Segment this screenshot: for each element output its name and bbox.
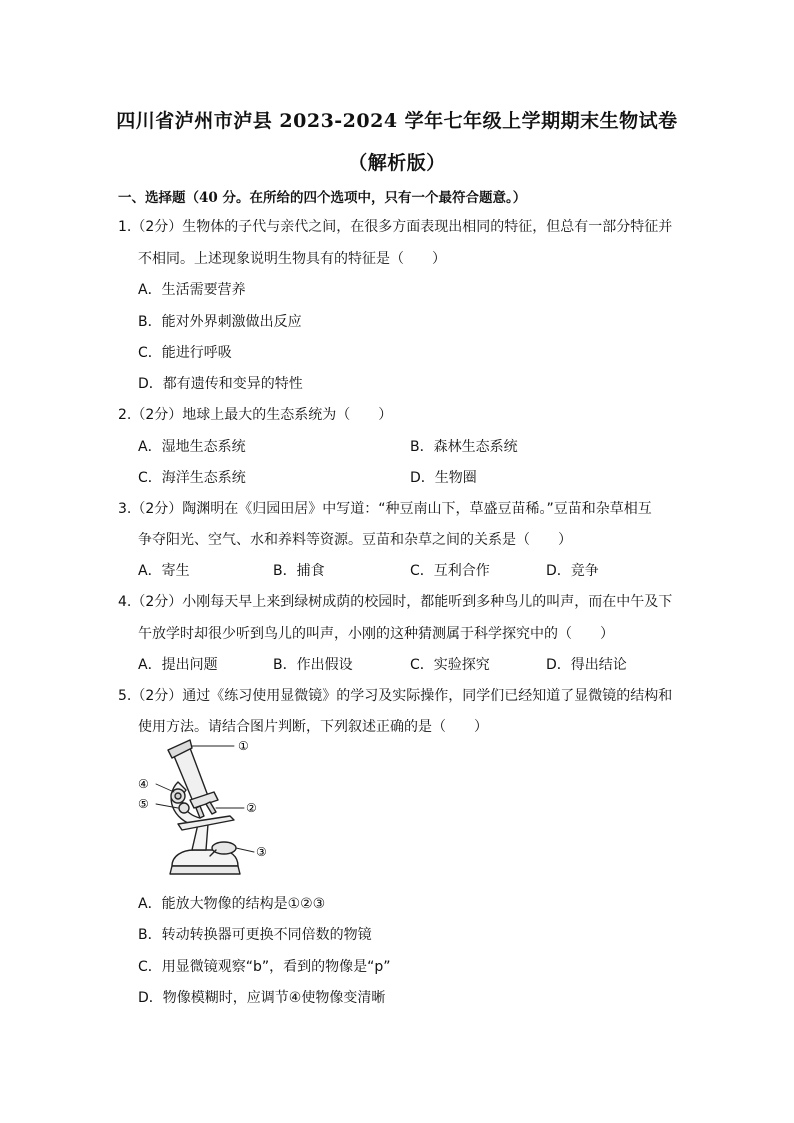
figure-label-1: ① <box>238 739 249 753</box>
question-2-option-a[interactable]: A．湿地生态系统 <box>138 439 246 455</box>
question-1-option-c[interactable]: C．能进行呼吸 <box>138 345 232 361</box>
figure-label-2: ② <box>246 801 257 815</box>
question-3-option-c[interactable]: C．互利合作 <box>410 563 490 579</box>
page-subtitle: （解析版） <box>348 152 446 174</box>
question-1-option-a[interactable]: A．生活需要营养 <box>138 282 246 298</box>
question-2-option-d[interactable]: D．生物圈 <box>410 470 477 486</box>
microscope-figure <box>134 738 284 888</box>
page-title: 四川省泸州市泸县 2023-2024 学年七年级上学期期末生物试卷 <box>116 110 678 132</box>
figure-label-5: ⑤ <box>138 797 149 811</box>
question-3-stem: 3.（2分）陶渊明在《归园田居》中写道：“种豆南山下，草盛豆苗稀。”豆苗和杂草相互 <box>118 501 652 517</box>
question-1-option-d[interactable]: D．都有遗传和变异的特性 <box>138 376 303 392</box>
section-heading: 一、选择题（40 分。在所给的四个选项中，只有一个最符合题意。） <box>118 190 527 206</box>
question-5-stem-cont: 使用方法。请结合图片判断，下列叙述正确的是（ ） <box>138 719 488 735</box>
question-1-stem: 1.（2分）生物体的子代与亲代之间，在很多方面表现出相同的特征，但总有一部分特征并 <box>118 219 673 235</box>
question-3-option-b[interactable]: B．捕食 <box>273 563 325 579</box>
question-4-stem-cont: 午放学时却很少听到鸟儿的叫声，小刚的这种猜测属于科学探究中的（ ） <box>138 626 614 642</box>
question-3-stem-cont: 争夺阳光、空气、水和养料等资源。豆苗和杂草之间的关系是（ ） <box>138 532 572 548</box>
question-5-option-b[interactable]: B．转动转换器可更换不同倍数的物镜 <box>138 927 372 943</box>
question-4-option-c[interactable]: C．实验探究 <box>410 657 490 673</box>
question-2-option-b[interactable]: B．森林生态系统 <box>410 439 518 455</box>
question-4-stem: 4.（2分）小刚每天早上来到绿树成荫的校园时，都能听到多种鸟儿的叫声，而在中午及下 <box>118 594 673 610</box>
question-4-option-d[interactable]: D．得出结论 <box>546 657 627 673</box>
question-3-option-d[interactable]: D．竞争 <box>546 563 599 579</box>
question-3-option-a[interactable]: A．寄生 <box>138 563 190 579</box>
question-2-stem: 2.（2分）地球上最大的生态系统为（ ） <box>118 407 393 423</box>
question-4-option-a[interactable]: A．提出问题 <box>138 657 218 673</box>
question-5-stem: 5.（2分）通过《练习使用显微镜》的学习及实际操作，同学们已经知道了显微镜的结构和 <box>118 688 673 704</box>
question-5-option-c[interactable]: C．用显微镜观察“b”，看到的物像是“p” <box>138 959 391 975</box>
question-5-option-a[interactable]: A．能放大物像的结构是①②③ <box>138 896 326 912</box>
question-4-option-b[interactable]: B．作出假设 <box>273 657 353 673</box>
question-1-option-b[interactable]: B．能对外界刺激做出反应 <box>138 314 302 330</box>
question-1-stem-cont: 不相同。上述现象说明生物具有的特征是（ ） <box>138 251 446 267</box>
question-5-option-d[interactable]: D．物像模糊时，应调节④使物像变清晰 <box>138 990 386 1006</box>
question-2-option-c[interactable]: C．海洋生态系统 <box>138 470 246 486</box>
figure-label-4: ④ <box>138 777 149 791</box>
figure-label-3: ③ <box>256 845 267 859</box>
